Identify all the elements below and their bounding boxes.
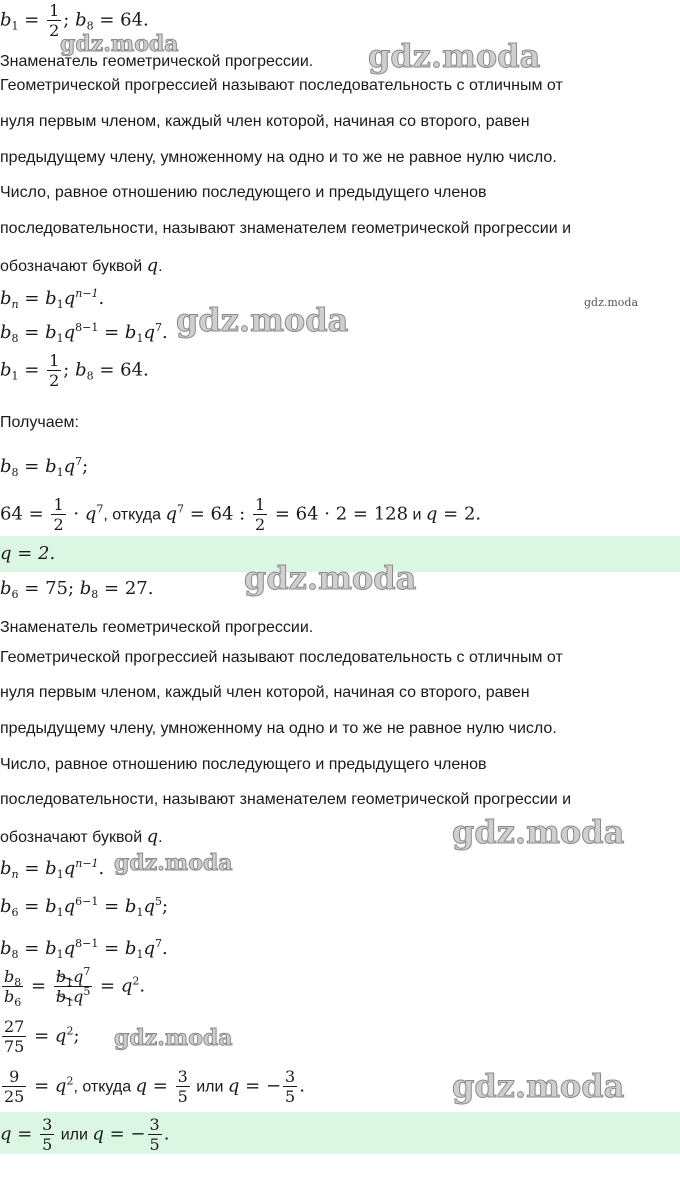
watermark-logo: gdz.moda [60, 31, 179, 57]
task1-def-line-6: обозначают буквой q. [0, 255, 163, 276]
task2-def-line-5: последовательности, называют знаменателем геометрической прогрессии и [0, 791, 572, 808]
task2-solve: $\frac{9}{25}$ = $q^2$, откуда q = $\frac{3}{5}$ или q = − $\frac{3}{5}$ . [4, 1067, 305, 1106]
task2-def-line-6: обозначают буквой q. [0, 826, 163, 847]
task2-formula-b6: $b_6 = b_1q^{6-1} = b_1q^5$; [0, 895, 169, 919]
task1-def-line-5: последовательности, называют знаменателем геометрической прогрессии и [0, 220, 572, 237]
task1-def-line-1: Геометрической прогрессией называют последовательность с отличным от [0, 77, 563, 94]
task1-given-repeat: $b_1$ = $\frac{1}{2}$ ; $b_8 = 64$. [0, 351, 149, 390]
task1-getting: Получаем: [0, 414, 79, 431]
task2-ratio: $\frac{b_8}{b_6}$ = $\frac{b_1q^7}{b_1q^5}$ = $q^2$. [4, 965, 146, 1009]
task1-formula-general: $b_n = b_1q^{n-1}$. [0, 287, 105, 311]
watermark-logo: gdz.moda [584, 296, 639, 309]
task1-step-b8: $b_8 = b_1q^7$; [0, 455, 89, 479]
task1-def-line-3: предыдущему члену, умноженному на одно и то же не равное нулю число. [0, 149, 557, 166]
watermark-logo: gdz.moda [452, 1067, 625, 1105]
watermark-logo: gdz.moda [114, 1025, 233, 1051]
watermark-logo: gdz.moda [114, 850, 233, 876]
task2-def-line-1: Геометрической прогрессией называют последовательность с отличным от [0, 649, 563, 666]
task1-formula-b8: $b_8 = b_1q^{8-1} = b_1q^7$. [0, 321, 168, 345]
task2-formula-general: $b_n = b_1q^{n-1}$. [0, 857, 105, 881]
task1-step-solve: 64 = $\frac{1}{2}$ · $q^7$, откуда $q^7 = 64$ : $\frac{1}{2}$ = 64 · 2 = 128 и q = 2. [0, 495, 482, 534]
task1-answer: q = 2. [0, 543, 56, 564]
task2-ratio-values: $\frac{27}{75}$ = $q^2$; [4, 1017, 80, 1056]
task1-heading: Знаменатель геометрической прогрессии. [0, 53, 314, 70]
task1-def-line-2: нуля первым членом, каждый член которой, начиная со второго, равен [0, 113, 530, 130]
task1-given: $b_1$ = $\frac{1}{2}$ ; $b_8 = 64$. [0, 1, 149, 40]
task1-def-line-4: Число, равное отношению последующего и предыдущего членов [0, 184, 487, 201]
task2-heading: Знаменатель геометрической прогрессии. [0, 619, 314, 636]
task2-def-line-3: предыдущему члену, умноженному на одно и то же не равное нулю число. [0, 720, 557, 737]
task2-formula-b8: $b_8 = b_1q^{8-1} = b_1q^7$. [0, 937, 168, 961]
watermark-logo: gdz.moda [176, 301, 349, 339]
watermark-logo: gdz.moda [452, 813, 625, 851]
watermark-logo: gdz.moda [244, 559, 417, 597]
task2-def-line-4: Число, равное отношению последующего и предыдущего членов [0, 756, 487, 773]
watermark-logo: gdz.moda [368, 37, 541, 75]
task2-answer: q = $\frac{3}{5}$ или q = − $\frac{3}{5}$ . [0, 1115, 170, 1154]
task2-given: $b_6 = 75$; $b_8 = 27$. [0, 578, 154, 601]
task2-def-line-2: нуля первым членом, каждый член которой, начиная со второго, равен [0, 684, 530, 701]
